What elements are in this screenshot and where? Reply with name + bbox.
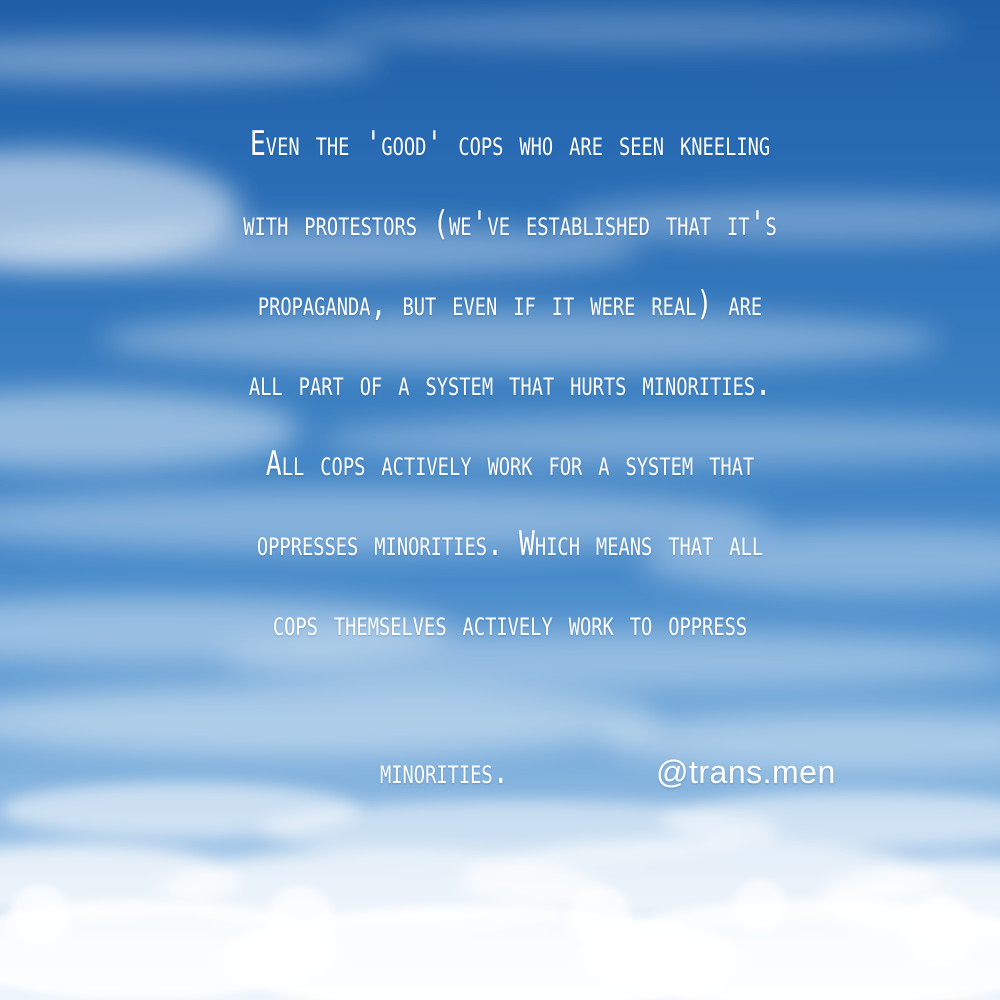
quote-line: All cops actively work for a system that [265,444,755,484]
quote-last-line: minorities. [380,752,509,792]
account-handle-watermark: @trans.men [656,754,836,790]
quote-final-row [0,732,1000,812]
quote-line: oppresses minorities. Which means that all [256,524,764,564]
cloud-puff [10,885,70,945]
quote-line: cops themselves actively work to oppress [272,604,748,644]
cloud-streak [0,38,380,82]
cloud-puff [570,885,630,945]
cloud-streak [320,12,960,48]
quote-line: Even the 'good' cops who are seen kneeling [249,124,771,164]
quote-line: propaganda, but even if it were real) are [257,284,763,324]
cloud-puff [266,886,334,954]
cloud-puff [734,879,786,931]
quote-text-block [40,104,980,664]
quote-line: all part of a system that hurts minorities. [248,364,772,404]
quote-line: with protestors (we've established that it's [243,204,777,244]
cloud-puff [904,894,976,966]
